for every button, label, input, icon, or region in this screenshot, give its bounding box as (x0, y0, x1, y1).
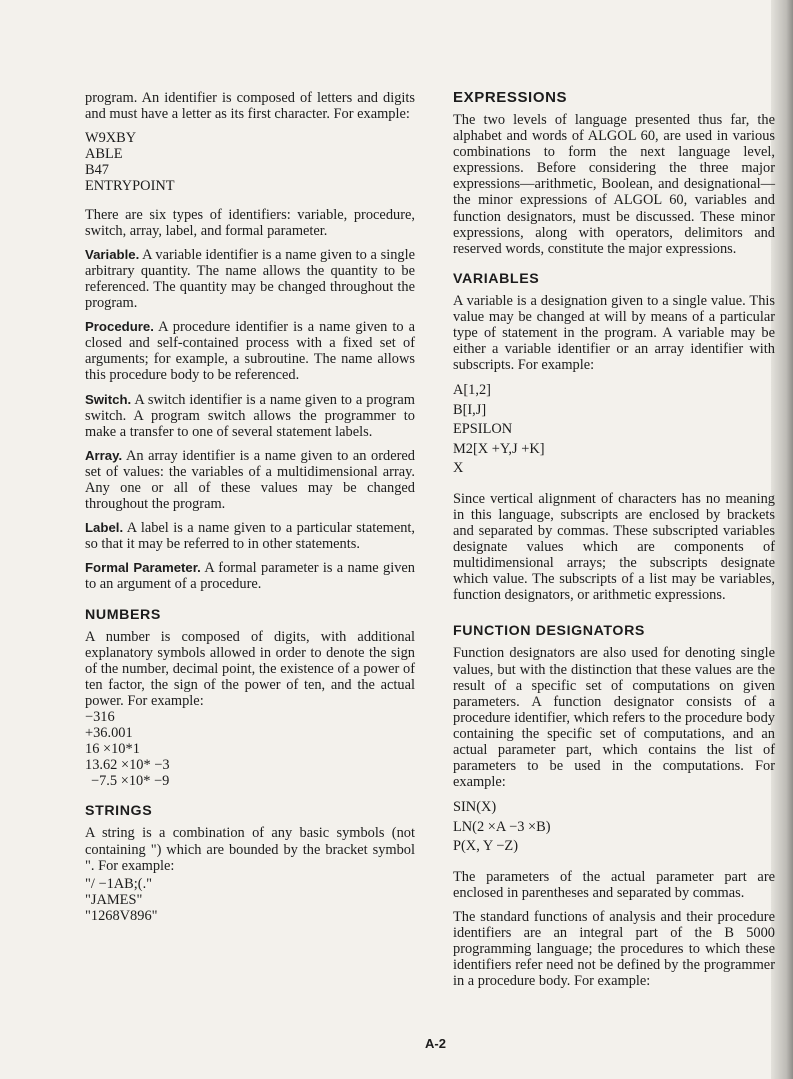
numbers-text: A number is composed of digits, with additional explanatory symbols allowed in order to denote the sign of the number, decimal point, the existence of a power of ten factor, the sign of the power of ten, and the actual power. For example: (85, 628, 415, 709)
type-term: Procedure. (85, 319, 154, 335)
string-examples (85, 876, 415, 924)
type-text: An array identifier is a name given to an ordered set of values: the variables of a multidimensional array. Any one or all of these values may be changed throughout the program. (85, 447, 415, 513)
type-text: A label is a name given to a particular statement, so that it may be referred to in other statements. (85, 520, 415, 553)
variable-example: B[I,J] (453, 401, 487, 418)
number-example: −316 (85, 709, 115, 725)
function-examples (453, 798, 775, 857)
type-text: A variable identifier is a name given to a single arbitrary quantity. The name allows the quantity to be referenced. The quantity may be changed throughout the program. (85, 246, 415, 312)
type-variable (85, 247, 415, 311)
type-term: Switch. (85, 391, 132, 407)
function-example: LN(2 ×A −3 ×B) (453, 818, 551, 835)
identifier-types-para: There are six types of identifiers: variable, procedure, switch, array, label, and formal parameter. (85, 206, 415, 239)
variables-after: Since vertical alignment of characters has no meaning in this language, subscripts are enclosed by brackets and separated by commas. These subscripted variables designate values which are components of multidimensional arrays; the subscripts designate which value. The subscripts of a list may be variables, function designators, or arithmetic expressions. (453, 490, 775, 604)
variables-heading: VARIABLES (453, 270, 540, 287)
identifier-example: ENTRYPOINT (85, 178, 175, 195)
type-procedure (85, 319, 415, 383)
numbers-heading: NUMBERS (85, 606, 161, 623)
type-text: A switch identifier is a name given to a program switch. A program switch allows the programmer to make a transfer to one of several statement labels. (85, 391, 415, 440)
left-column (85, 90, 415, 936)
expressions-heading: EXPRESSIONS (453, 89, 568, 106)
expressions-text: The two levels of language presented thus far, the alphabet and words of ALGOL 60, are used in various combinations to form the next language level, expressions. Before considering the three major expressions—arithmetic, Boolean, and designational—the minor expressions of ALGOL 60, variables and function designators, must be discussed. These minor expressions, along with operators, delimitors and reserved words, constitute the major expressions. (453, 112, 775, 257)
variables-text: A variable is a designation given to a single value. This value may be changed at will by means of a particular type of statement in the program. A variable may be either a variable identifier or an array identifier with subscripts. For example: (453, 292, 775, 374)
string-example: "/ −1AB;(." (85, 875, 153, 892)
number-example: 16 ×10*1 (85, 741, 140, 758)
identifier-example: ABLE (85, 146, 123, 163)
type-array (85, 448, 415, 512)
type-label (85, 520, 415, 552)
identifier-examples (85, 130, 415, 194)
right-column (453, 90, 775, 997)
string-example: "1268V896" (85, 907, 158, 924)
function-example: SIN(X) (453, 799, 497, 816)
number-examples (85, 709, 415, 789)
variable-example: M2[X +Y,J +K] (453, 440, 545, 457)
type-term: Formal Parameter. (85, 560, 201, 576)
function-designators-heading: FUNCTION DESIGNATORS (453, 623, 645, 640)
function-example: P(X, Y −Z) (453, 838, 519, 855)
identifier-example: B47 (85, 162, 109, 179)
number-example: +36.001 (85, 725, 133, 742)
type-text: A procedure identifier is a name given to a closed and self-contained process with a fixed set of arguments; for example, a subroutine. The name allows this procedure body to be referenced. (85, 319, 415, 384)
identifier-intro: program. An identifier is composed of letters and digits and must have a letter as its first character. For example: (85, 90, 415, 123)
variable-example: X (453, 460, 464, 477)
functions-after-2: The standard functions of analysis and their procedure identifiers are an integral part of the B 5000 programming language; the procedures to which these identifiers refer need not be defined by the programmer in a procedure body. For example: (453, 909, 775, 990)
type-formal-parameter (85, 560, 415, 592)
functions-text: Function designators are also used for denoting single values, but with the distinction that these values are the result of a specific set of computations on given parameters. A function designator consists of a procedure identifier, which refers to the procedure body containing the specific set of computations, and an actual parameter part, which contains the list of parameters to be used in the computations. For example: (453, 645, 775, 791)
type-switch (85, 392, 415, 440)
strings-heading: STRINGS (85, 803, 153, 820)
functions-after-1: The parameters of the actual parameter part are enclosed in parentheses and separated by commas. (453, 868, 775, 901)
type-text: A formal parameter is a name given to an argument of a procedure. (85, 560, 415, 593)
number-example: −7.5 ×10* −9 (91, 773, 170, 790)
type-term: Array. (85, 447, 123, 463)
type-term: Variable. (85, 246, 140, 262)
variable-examples (453, 381, 775, 479)
string-example: "JAMES" (85, 891, 143, 908)
number-example: 13.62 ×10* −3 (85, 757, 170, 774)
variable-example: EPSILON (453, 421, 513, 438)
strings-text: A string is a combination of any basic symbols (not containing ") which are bounded by the bracket symbol ". For example: (85, 825, 415, 874)
type-term: Label. (85, 520, 124, 536)
page-number: A-2 (425, 1036, 446, 1051)
identifier-example: W9XBY (85, 130, 137, 147)
variable-example: A[1,2] (453, 382, 491, 399)
